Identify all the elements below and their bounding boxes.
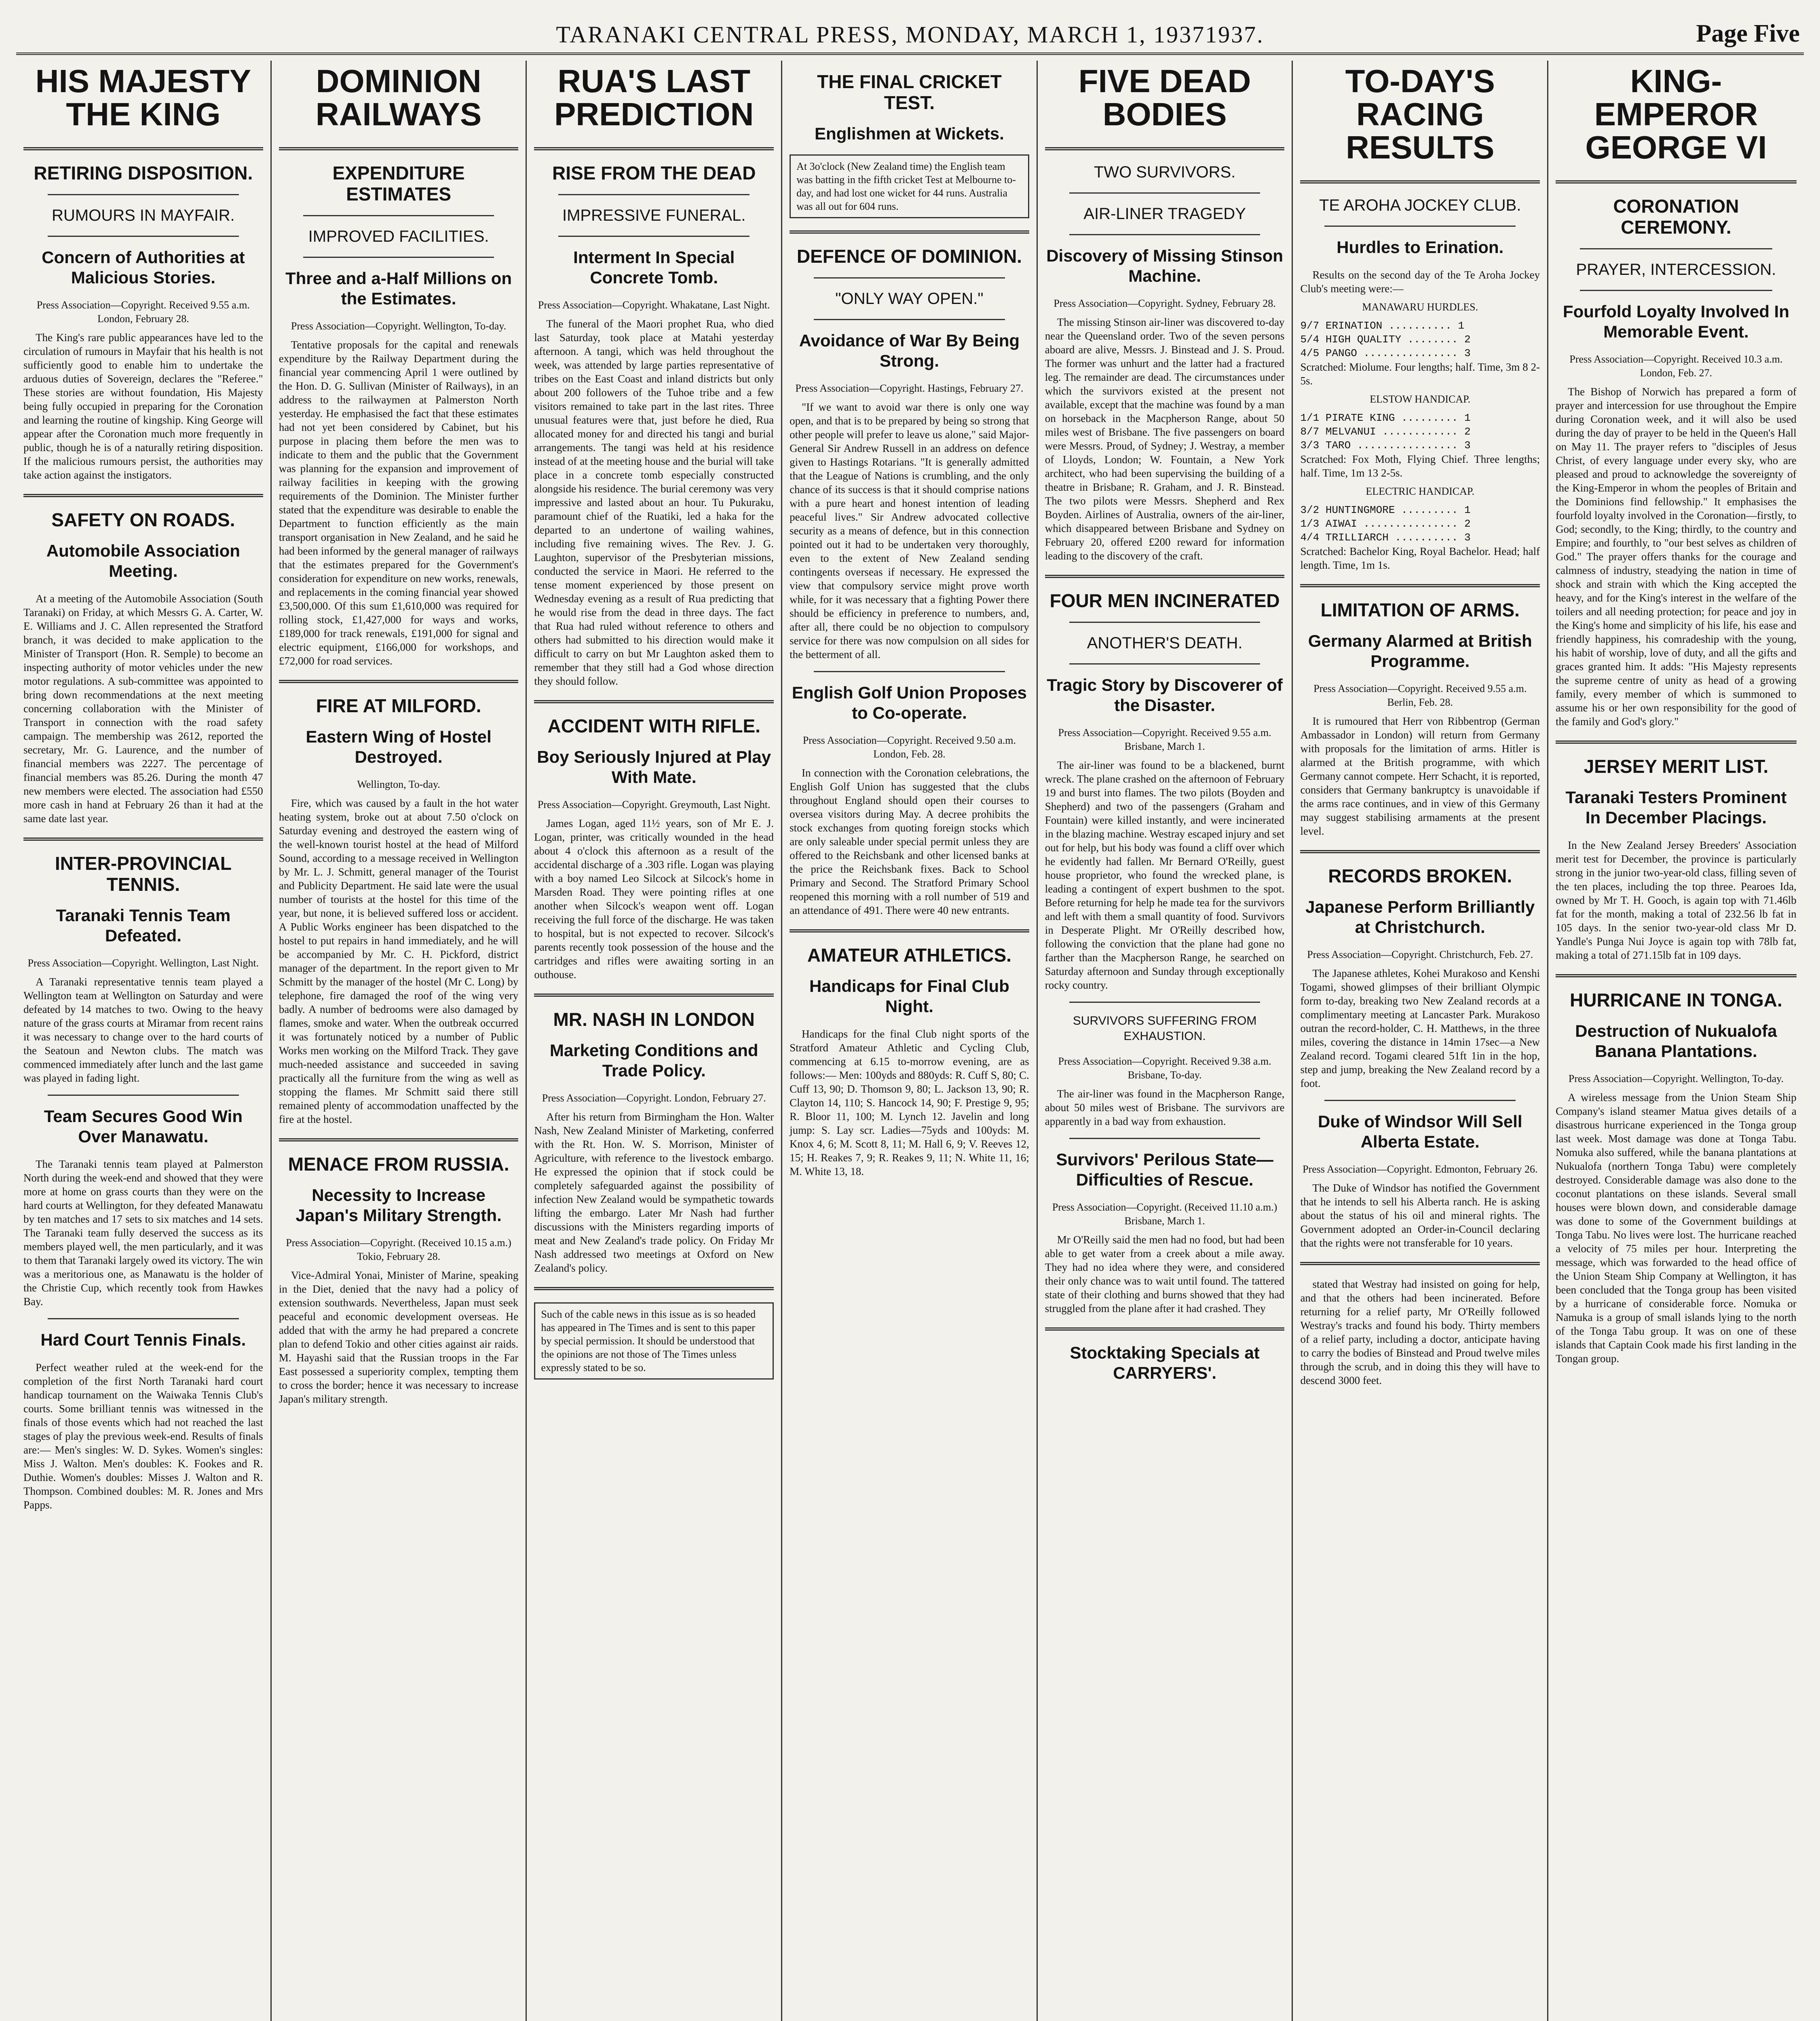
subheadline: TWO SURVIVORS. bbox=[1094, 163, 1236, 181]
divider bbox=[1045, 147, 1285, 150]
divider bbox=[534, 994, 774, 997]
dateline: Press Association—Copyright. Whakatane, Last Night. bbox=[538, 299, 770, 311]
dateline: Press Association—Copyright. Received 9.55 a.m. London, February 28. bbox=[36, 299, 250, 325]
race-title: ELECTRIC HANDICAP. bbox=[1366, 485, 1475, 497]
deck: Team Secures Good Win Over Manawatu. bbox=[44, 1107, 243, 1146]
section-headline: DEFENCE OF DOMINION. bbox=[796, 246, 1022, 267]
deck: Three and a-Half Millions on the Estimates. bbox=[285, 269, 512, 308]
dateline: Press Association—Copyright. Sydney, February 28. bbox=[1054, 297, 1276, 309]
race-title: MANAWARU HURDLES. bbox=[1362, 301, 1478, 313]
divider bbox=[534, 1287, 774, 1290]
race-result: 1/3 AIWAI ............... 2 bbox=[1300, 518, 1471, 530]
headline: HIS MAJESTY THE KING bbox=[35, 63, 251, 132]
article-body bbox=[279, 796, 519, 1126]
divider bbox=[1069, 192, 1260, 194]
paragraph: The Taranaki tennis team played at Palmerston North during the week-end and showed that they were more at home on grass courts than they were on the hard courts at Wellington, for they defeated Manawatu by ten matches and 17 sets to six matches and 14 sets. The Taranaki team fully deserved the success as its members played well, the men particularly, and it was to them that Taranaki largely owed its victory. The win was a meritorious one, as Manawatu is the holder of the Christie Cup, which recently took from Hawkes Bay. bbox=[23, 1158, 263, 1308]
dateline: Press Association—Copyright. London, February 27. bbox=[542, 1092, 766, 1104]
divider bbox=[1069, 1138, 1260, 1139]
subheadline: RUMOURS IN MAYFAIR. bbox=[52, 207, 235, 224]
paragraph: "If we want to avoid war there is only one way open, and that is to be prepared by being so strong that other people will prefer to leave us alone," said Major-General Sir Andrew Russell in an address on defence given to Hastings Rotarians. "It is generally admitted that the League of Nations is crumbling, and the only chance of its success is that it should comprise nations with a pure heart and honest intention of leading peaceful lives." Sir Andrew advocated collective security as a means of defence, but in this connection pointed out it had to be undertaken very thoroughly, even to the extent of New Zealand sending contingents overseas if necessary. He expressed the view that compulsory service might prove worth while, for it was necessary that a fighting Power there should be efficiency in preference to numbers, and, after all, there could be no objection to compulsory service for there was now compulsion on all sides for the betterment of all. bbox=[790, 401, 1029, 660]
deck: Interment In Special Concrete Tomb. bbox=[573, 248, 735, 287]
divider bbox=[1556, 740, 1797, 744]
paragraph: The Japanese athletes, Kohei Murakoso and Kenshi Togami, showed glimpses of their brilliant Olympic form to-day, breaking two New Zealand records at a complimentary meeting at Lancaster Park. Murakoso outran the record-holder, C. H. Matthews, in the three miles, covering the distance in 14min 17sec—a New Zealand record. Togami cleared 51ft 1in in the hop, step and jump, breaking the New Zealand record by a foot. bbox=[1300, 967, 1540, 1089]
divider bbox=[48, 1095, 239, 1096]
section-headline: RECORDS BROKEN. bbox=[1328, 865, 1512, 886]
deck: Survivors' Perilous State— Difficulties of Rescue. bbox=[1056, 1150, 1273, 1189]
masthead bbox=[16, 16, 1804, 55]
article-body bbox=[1300, 268, 1540, 295]
section-headline: INTER-PROVINCIAL TENNIS. bbox=[55, 853, 232, 895]
subheadline: AIR-LINER TRAGEDY bbox=[1083, 205, 1246, 223]
section-headline: ACCIDENT WITH RIFLE. bbox=[547, 715, 760, 736]
race-note: Scratched: Fox Moth, Flying Chief. Three lengths; half. Time, 1m 13 2-5s. bbox=[1300, 453, 1540, 479]
divider bbox=[279, 680, 519, 683]
article-body bbox=[1300, 714, 1540, 838]
article-body bbox=[279, 338, 519, 668]
headline: FIVE DEAD BODIES bbox=[1078, 63, 1251, 132]
page-number: Page Five bbox=[1696, 20, 1800, 47]
divider bbox=[23, 147, 263, 150]
dateline: Press Association—Copyright. (Received 10.15 a.m.) Tokio, February 28. bbox=[286, 1237, 511, 1262]
article-body bbox=[23, 331, 263, 482]
dateline: Press Association—Copyright. Received 9.55 a.m. Brisbane, March 1. bbox=[1058, 727, 1271, 752]
paragraph: It is rumoured that Herr von Ribbentrop (German Ambassador in London) will return from Germany with proposals for the limitation of arms. Hitler is alarmed at the British programme, with which Germany cannot compete. Herr Schacht, it is reported, considers that Germany bankruptcy is unavoidable if the arms race continues, and in view of this Germany may suggest stabilising armaments at the present level. bbox=[1300, 715, 1540, 837]
stop-press-box: At 3o'clock (New Zealand time) the English team was batting in the fifth cricket Test at Melbourne to-day, and had lost one wicket for 44 runs. Australia was all out for 604 runs. bbox=[790, 154, 1029, 218]
divider bbox=[1324, 1100, 1516, 1101]
article-body bbox=[534, 317, 774, 688]
paragraph: Mr O'Reilly said the men had no food, but had been able to get water from a creek about a mile away. They had no idea where they were, and considered their only chance was to wait until found. The tattered state of their clothing and burns showed that they had struggled from the plane after it had crashed. They bbox=[1045, 1234, 1285, 1314]
article-body bbox=[23, 1157, 263, 1308]
article-body bbox=[1045, 758, 1285, 992]
divider bbox=[1300, 584, 1540, 587]
paragraph: In connection with the Coronation celebrations, the English Golf Union has suggested that the clubs throughout England should open their courses to oversea visitors during May. A decree prohibits the stock exchanges from quoting foreign stocks which are only saleable under special permit unless they are offered to the Reichsbank and other licensed banks at the price the Reichsbank fixes. Back to School Primary and Second. The Stratford Primary School reopened this morning with a roll number of 519 and an attendance of 491. There were 40 new entrants. bbox=[790, 767, 1029, 916]
dateline: Press Association—Copyright. Received 10.3 a.m. London, Feb. 27. bbox=[1569, 353, 1783, 379]
deck: Hard Court Tennis Finals. bbox=[40, 1330, 246, 1349]
article-body bbox=[790, 400, 1029, 661]
article-body bbox=[1300, 966, 1540, 1090]
column-1 bbox=[16, 61, 272, 2021]
paragraph: James Logan, aged 11½ years, son of Mr E. J. Logan, printer, was critically wounded in the head about 4 o'clock this afternoon as a result of the accidental discharge of a .303 rifle. Logan was playing with a boy named Leo Silcock at Silcock's home in Marsden Road. They were pointing rifles at one another when Silcock's weapon went off. Logan receiving the full force of the discharge. He was taken to hospital, but is not expected to recover. Silcock's parents recently took possession of the house and the cartridges and rifles were awaiting sorting in an outhouse. bbox=[534, 817, 774, 981]
dateline: Press Association—Copyright. Received 9.38 a.m. Brisbane, To-day. bbox=[1058, 1055, 1271, 1081]
article-body bbox=[1556, 838, 1797, 962]
advertisement: Stocktaking Specials at CARRYERS'. bbox=[1070, 1343, 1260, 1382]
deck: Duke of Windsor Will Sell Alberta Estate. bbox=[1317, 1112, 1522, 1151]
deck: Eastern Wing of Hostel Destroyed. bbox=[306, 727, 492, 766]
paragraph: A Taranaki representative tennis team played a Wellington team at Wellington on Saturday and were defeated by 14 matches to two. Owing to the heavy nature of the grass courts at Miramar from recent rains it was necessary to change over to the hard courts of the Seatoun and Newton clubs. The match was commenced immediately after lunch and the last game was played in fading light. bbox=[23, 976, 263, 1084]
headline: THE FINAL CRICKET TEST. bbox=[817, 71, 1002, 113]
deck: Boy Seriously Injured at Play With Mate. bbox=[537, 747, 771, 787]
divider bbox=[303, 257, 494, 258]
divider bbox=[1324, 226, 1516, 227]
paragraph: A wireless message from the Union Steam Ship Company's island steamer Matua gives details of a disastrous hurricane experienced in the Tonga group last week. Most damage was done at Tonga Tabu. Nomuka also suffered, while the banana plantations at Nukualofa (northern Tonga Tabu) were completely destroyed. Considerable damage was also done to the coconut plantations on these islands. Several small houses were blown down, and considerable damage was done to some of the Government buildings at Tonga Tabu. No lives were lost. The hurricane reached a velocity of 75 miles per hour. Interpreting the message, which was forwarded to the head office of the Union Steam Ship Company at Wellington, it has been concluded that the Tonga group has been visited by a hurricane of considerable force. Nomuka or Namuka is a group of small islands lying to the north of the Tonga Tabu group. It was on one of these islands that Captain Cook made his first landing in the Tongan group. bbox=[1556, 1091, 1797, 1365]
deck: Germany Alarmed at British Programme. bbox=[1308, 631, 1532, 671]
paragraph: The Bishop of Norwich has prepared a form of prayer and intercession for use throughout the Empire during Coronation week, and it will also be used during the day of prayer to be held in the Queen's Hall on May 11. The prayer refers to "disciples of Jesus Christ, of every language under every sky, who are pleased and proud to acknowledge the sovereignty of the King-Emperor in whom the peoples of Britain and the Dominions find fellowship." It emphasises the fourfold loyalty involved in the Coronation—firstly, to God; secondly, to the King; thirdly, to the country and Empire; and fourthly, to "our best selves as children of God." The prayer offers thanks for the courage and calmness of industry, steadying the nation in time of shock and strain with which the King accepted the heavy, and for the King's interest in the welfare of the toilers and all needing protection; for peace and joy in the King's home and simplicity of his life, his ease and friendly happiness, his comradeship with the young, his habit of worship, love of duty, and all the gifts and graces granted him. It adds: "His Majesty represents the supreme centre of unity as head of a growing family, every member of which is summoned to assume his or her own responsibility for the good of the family and God's glory." bbox=[1556, 386, 1797, 728]
article-body bbox=[23, 975, 263, 1085]
deck: Taranaki Tennis Team Defeated. bbox=[56, 906, 231, 945]
column-5 bbox=[1038, 61, 1293, 2021]
divider bbox=[1556, 974, 1797, 977]
dateline: Press Association—Copyright. Christchurch, Feb. 27. bbox=[1307, 949, 1533, 960]
deck: Taranaki Testers Prominent In December Placings. bbox=[1565, 788, 1787, 827]
subheadline: ANOTHER'S DEATH. bbox=[1087, 634, 1243, 652]
article-body bbox=[1556, 1091, 1797, 1365]
race-result: 4/5 PANGO ............... 3 bbox=[1300, 347, 1471, 359]
race-result: 1/1 PIRATE KING ......... 1 bbox=[1300, 412, 1471, 424]
deck: Concern of Authorities at Malicious Stories. bbox=[42, 248, 245, 287]
race-result: 9/7 ERINATION .......... 1 bbox=[1300, 320, 1465, 332]
divider bbox=[534, 700, 774, 703]
divider bbox=[48, 194, 239, 195]
article-body bbox=[279, 1268, 519, 1406]
deck: Destruction of Nukualofa Banana Plantations. bbox=[1575, 1021, 1777, 1061]
article-body bbox=[1045, 1087, 1285, 1128]
section-headline: LIMITATION OF ARMS. bbox=[1320, 599, 1520, 620]
section-headline: MENACE FROM RUSSIA. bbox=[288, 1154, 509, 1175]
divider bbox=[534, 147, 774, 150]
section-headline: HURRICANE IN TONGA. bbox=[1570, 989, 1782, 1010]
dateline: Press Association—Copyright. (Received 11.10 a.m.) Brisbane, March 1. bbox=[1052, 1201, 1277, 1227]
dateline: Press Association—Copyright. Received 9.50 a.m. London, Feb. 28. bbox=[802, 734, 1016, 760]
race-result: 3/3 TARO ................ 3 bbox=[1300, 439, 1471, 451]
headline: RUA'S LAST PREDICTION bbox=[554, 63, 754, 132]
divider bbox=[48, 236, 239, 237]
race-title: ELSTOW HANDICAP. bbox=[1370, 393, 1471, 405]
dateline: Press Association—Copyright. Wellington, Last Night. bbox=[27, 957, 259, 969]
divider bbox=[1069, 622, 1260, 623]
deck: Englishmen at Wickets. bbox=[815, 124, 1004, 143]
divider bbox=[1069, 1002, 1260, 1003]
divider bbox=[1069, 234, 1260, 235]
deck: Necessity to Increase Japan's Military Strength. bbox=[296, 1186, 502, 1225]
deck: Japanese Perform Brilliantly at Christchurch. bbox=[1305, 897, 1535, 937]
subheadline: IMPRESSIVE FUNERAL. bbox=[562, 207, 746, 224]
subheadline: RETIRING DISPOSITION. bbox=[34, 162, 253, 184]
divider bbox=[279, 1138, 519, 1141]
divider bbox=[1580, 290, 1772, 291]
paragraph: Handicaps for the final Club night sports of the Stratford Amateur Athletic and Cycling Club, commencing at 6.15 to-morrow evening, are as follows:— Men: 100yds and 880yds: R. Cuff S, 80; C. Cuff 13, 90; D. Thomson 9, 80; L. Jackson 13, 90; R. Clayton 14, 110; S. Hancock 14, 90; F. Prestige 9, 95; R. Bloor 11, 100; M. Lynch 12. Javelin and long jump: S. Lay scr. Ladies—75yds and 100yds: M. Knox 4, 6; M. Scott 8, 11; M. Hall 6, 9; V. Reeves 12, 15; H. Reakes 7, 9; R. Reakes 9, 11; N. White 11, 16; M. White 13, 18. bbox=[790, 1028, 1029, 1177]
paragraph: The air-liner was found in the Macpherson Range, about 50 miles west of Brisbane. The survivors are apparently in a bad way from exhaustion. bbox=[1045, 1088, 1285, 1127]
race-note: Scratched: Miolume. Four lengths; half. Time, 3m 8 2-5s. bbox=[1300, 361, 1540, 387]
subheadline: EXPENDITURE ESTIMATES bbox=[332, 162, 465, 205]
column-2 bbox=[272, 61, 527, 2021]
divider bbox=[48, 1318, 239, 1319]
paragraph: Results on the second day of the Te Aroha Jockey Club's meeting were:— bbox=[1300, 269, 1540, 295]
deck: Avoidance of War By Being Strong. bbox=[799, 331, 1020, 370]
divider bbox=[23, 838, 263, 841]
section-headline: JERSEY MERIT LIST. bbox=[1584, 756, 1769, 777]
paragraph: Tentative proposals for the capital and renewals expenditure by the Railway Department during the financial year commencing April 1 were outlined by the Hon. D. G. Sullivan (Minister of Railways), in an address to the railwaymen at Palmerston North yesterday. He emphasised the fact that these estimates had not yet been considered by Cabinet, but his purpose in placing them before the men was to indicate to them and the public that the Government was planning for the expansion and improvement of railway facilities in keeping with the growing requirements of the Dominion. The Minister further stated that the expenditure was desirable to enable the Department to function efficiently as the main transport organisation in New Zealand, and he said he had been informed by the general manager of railways that the estimates prepared for the Government's consideration for expenditure on new works, renewals, and replacements in the coming financial year showed £3,500,000. Of this sum £1,610,000 was required for rolling stock, £1,427,000 for ways and works, £189,000 for track renewals, £191,000 for signal and electric equipment, £166,000 for workshops, and £72,000 for road services. bbox=[279, 339, 519, 667]
paragraph: At a meeting of the Automobile Association (South Taranaki) on Friday, at which Messrs G. A. Carter, W. E. Williams and J. C. Allen represented the Stratford branch, it was decided to make application to the Minister of Transport (Hon. R. Semple) to become an inspecting authority of motor vehicles under the new motor regulations. A sub-committee was appointed to bring down recommendations at the next meeting concerning collaboration with the Minister of Transport in connection with the road safety campaign. The membership was 2612, reported the secretary, Mr. G. Laurence, and the number of financial members was 2227. The percentage of financial members was 85.26. During the month 47 new members were elected. The association had £550 more cash in hand at February 26 than it had at the same date last year. bbox=[23, 593, 263, 825]
divider bbox=[303, 215, 494, 216]
subheadline: CORONATION CEREMONY. bbox=[1613, 196, 1739, 238]
paragraph: Perfect weather ruled at the week-end for the completion of the first North Taranaki hard court handicap tournament on the Waiwaka Tennis Club's courts. Some brilliant tennis was witnessed in the finals of those events which had not reached the last stages of play the previous week-end. Results of finals are:— Men's singles: W. D. Sykes. Women's singles: Miss J. Walton. Men's doubles: K. Fookes and R. Duthie. Women's doubles: Misses J. Walton and R. Thompson. Combined doubles: M. R. Jones and Mrs Papps. bbox=[23, 1361, 263, 1511]
paragraph: The air-liner was found to be a blackened, burnt wreck. The plane crashed on the afternoon of February 19 and burst into flames. The two pilots (Boyden and Shepherd) and two of the passengers (Graham and Fountain) were killed instantly, and were incinerated in the blazing machine. Westray escaped injury and set out for help, but his body was found a cliff over which he evidently had fallen. Mr Bernard O'Reilly, guest house proprietor, who found the wrecked plane, is leading a contingent of expert bushmen to the spot. Before returning for help he made tea for the survivors and left with them a small quantity of food. Survivors in Desperate Plight. Mr O'Reilly described how, following the conviction that the plane had gone no farther than the Macpherson Range, he searched on Saturday afternoon and Sunday through exceptionally rocky country. bbox=[1045, 759, 1285, 991]
divider bbox=[1045, 1327, 1285, 1331]
article-body bbox=[790, 1027, 1029, 1178]
dateline: Press Association—Copyright. Wellington, To-day. bbox=[1568, 1073, 1784, 1084]
deck: Marketing Conditions and Trade Policy. bbox=[549, 1041, 758, 1080]
deck: Handicaps for Final Club Night. bbox=[809, 977, 1009, 1016]
section-headline: SAFETY ON ROADS. bbox=[51, 509, 235, 530]
columns bbox=[16, 61, 1804, 2021]
section-headline: AMATEUR ATHLETICS. bbox=[807, 945, 1011, 966]
race-result: 5/4 HIGH QUALITY ........ 2 bbox=[1300, 333, 1471, 346]
paragraph: stated that Westray had insisted on going for help, and that the others had been incinerated. Before returning for a relief party, Mr O'Reilly followed Westray's tracks and found his body. Thirty members of a relief party, including a doctor, anticipate having to carry the bodies of Binstead and Proud twelve miles through the scrub, and in doing this they will have to descend 3000 feet. bbox=[1300, 1278, 1540, 1386]
article-body bbox=[23, 592, 263, 825]
paragraph: The funeral of the Maori prophet Rua, who died last Saturday, took place at Matahi yesterday afternoon. A tangi, which was held throughout the week, was attended by large parties representative of tribes on the East Coast and inland districts but only about 200 followers of the Tuhoe tribe and a few visitors remained to take part in the last rites. Three unusual features were that, just before he died, Rua allocated money for and directed his tangi and burial arrangements. The tangi was held at his residence instead of at the meeting house and the burial will take place in a concrete tomb especially constructed alongside his residence. The burial ceremony was very impressive and lasted about an hour. Tu Pukuraku, paramount chief of the Ruatiki, led a haka for the departed to an undertone of wailing wahines, including five remaining wives. The Rev. J. G. Laughton, supervisor of the Presbyterian missions, conducted the service in Maori. He referred to the tense moment experienced by those present on Wednesday evening as a result of Rua predicting that he would rise from the dead in three days. The fact that Rua had ruled without reference to others and others had submitted to his direction would make it difficult to carry on but Mr Laughton asked them to remember that they still had a God whose direction they should follow. bbox=[534, 318, 774, 687]
paragraph: Fire, which was caused by a fault in the hot water heating system, broke out at about 7.50 o'clock on Saturday evening and destroyed the eastern wing of the well-known tourist hostel at the head of Milford Sound, according to a message received in Wellington by Mr. L. J. Schmitt, general manager of the Tourist and Publicity Department. He said late were the usual number of tourists at the hostel for this time of the year, but none, it is believed suffered loss or accident. A Public Works engineer has been dispatched to the hostel to put repairs in hand immediately, and he will be accompanied by Mr. C. H. Pickford, district manager of the department. In the report given to Mr Schmitt by the manager of the hostel (Mr C. Long) by telephone, fire damaged the roof of the wing very badly. A number of bedrooms were also damaged by flames, smoke and water. When the outbreak occurred it was fortunately noticed by a number of Public Works men working on the Milford Track. They gave much-needed assistance and succeeded in saving practically all the furniture from the wing as well as stopping the flames. Mr Schmitt said there still remained plenty of accommodation unaffected by the fire at the hostel. bbox=[279, 797, 519, 1125]
column-7 bbox=[1548, 61, 1804, 2021]
divider bbox=[814, 319, 1005, 320]
dateline: Press Association—Copyright. Hastings, February 27. bbox=[795, 382, 1024, 394]
article-body bbox=[790, 766, 1029, 917]
section-headline: MR. NASH IN LONDON bbox=[553, 1009, 755, 1030]
deck: Hurdles to Erination. bbox=[1336, 238, 1504, 257]
divider bbox=[814, 671, 1005, 672]
divider bbox=[1069, 663, 1260, 665]
paragraph: The missing Stinson air-liner was discovered to-day near the Queensland order. Two of the seven persons aboard are alive, Messrs. J. Binstead and J. S. Proud. The former was unhurt and the latter had a fractured leg. The remainder are dead. The circumstances under which the survivors existed at the present not available, except that the machine was found by a man on horseback in the Macpherson Range, about 50 miles west of Brisbane. The five passengers on board were Messrs. Proud, of Sydney; J. Westray, a member of Lloyds, London; W. Fountain, a New York architect, who had been supervising the building of a theatre in Brisbane; R. Graham, and J. R. Binstead. The two pilots were Messrs. Shepherd and Rex Boyden. Airlines of Australia, owners of the air-liner, which disappeared between Brisbane and Sydney on February 20, offered £200 reward for information leading to the discovery of the craft. bbox=[1045, 316, 1285, 562]
dateline: Press Association—Copyright. Received 9.55 a.m. Berlin, Feb. 28. bbox=[1313, 683, 1527, 708]
divider bbox=[558, 194, 750, 195]
article-body bbox=[1045, 315, 1285, 563]
race-result: 3/2 HUNTINGMORE ......... 1 bbox=[1300, 504, 1471, 516]
article-body bbox=[23, 1361, 263, 1512]
headline: DOMINION RAILWAYS bbox=[315, 63, 482, 132]
race-result: 4/4 TRILLIARCH .......... 3 bbox=[1300, 532, 1471, 544]
subheadline: "ONLY WAY OPEN." bbox=[835, 290, 984, 308]
column-3 bbox=[527, 61, 782, 2021]
section-headline: FOUR MEN INCINERATED bbox=[1049, 590, 1280, 611]
copyright-notice: Such of the cable news in this issue as is so headed has appeared in The Times and is sent to this paper by special permission. It should be understood that the opinions are not those of The Times unless expressly stated to be so. bbox=[534, 1302, 774, 1380]
paragraph: In the New Zealand Jersey Breeders' Association merit test for December, the province is particularly strong in the junior two-year-old class, filling seven of the ten places, including the top three. Pearoes Ida, owned by Mr T. H. Gooch, is again top with 71.46lb fat for the month, making a total of 232.56 lb fat in 105 days. In the senior two-year-old class Mr D. Yandle's Punga Nui Joyce is again top with 78lb fat, making a total of 271.15lb fat in 109 days. bbox=[1556, 839, 1797, 961]
deck: English Golf Union Proposes to Co-operate. bbox=[792, 683, 1027, 722]
divider bbox=[1580, 248, 1772, 249]
race-result: 8/7 MELVANUI ............ 2 bbox=[1300, 426, 1471, 438]
race-note: Scratched: Bachelor King, Royal Bachelor. Head; half length. Time, 1m 1s. bbox=[1300, 545, 1540, 571]
divider bbox=[279, 147, 519, 150]
dateline: Press Association—Copyright. Greymouth, Last Night. bbox=[537, 799, 771, 810]
headline: TO-DAY'S RACING RESULTS bbox=[1345, 63, 1495, 165]
section-headline: FIRE AT MILFORD. bbox=[316, 695, 481, 716]
divider bbox=[1556, 180, 1797, 184]
paragraph: Vice-Admiral Yonai, Minister of Marine, speaking in the Diet, denied that the navy had a policy of extension southwards. Nevertheless, Japan must seek peaceful and economic development overseas. He added that with the army he had prepared a concrete plan to defend Tokio and other cities against air raids. M. Hayashi said that the Russian troops in the Far East possessed a superiority complex, tempting them to cross the border; hence it was necessary to increase Japan's military strength. bbox=[279, 1269, 519, 1405]
article-body bbox=[534, 816, 774, 981]
divider bbox=[1300, 180, 1540, 184]
paragraph: After his return from Birmingham the Hon. Walter Nash, New Zealand Minister of Marketing, conferred with the Rt. Hon. W. S. Morrison, Minister of Agriculture, with reference to the livestock embargo. He expressed the opinion that if stock could be completely safeguarded against the possibility of infection New Zealand would be sympathetic towards lifting the embargo. Later Mr Nash had further discussions with the Ministers regarding imports of meat and New Zealand's trade policy. On Friday Mr Nash addressed two meetings at Oxford on New Zealand's policy. bbox=[534, 1111, 774, 1274]
divider bbox=[790, 929, 1029, 932]
paragraph: The King's rare public appearances have led to the circulation of rumours in Mayfair that his health is not sufficiently good to enable him to undertake the arduous duties of Sovereign, declares the "Referee." These stories are without foundation, His Majesty being fully occupied in preparing for the Coronation and learning the routine of kingship. King George will appear after the Coronation much more frequently in public, though he is of a naturally retiring disposition. If the malicious rumours persist, the authorities may take action against the instigators. bbox=[23, 331, 263, 481]
column-6 bbox=[1293, 61, 1548, 2021]
divider bbox=[1300, 1262, 1540, 1265]
paragraph: The Duke of Windsor has notified the Government that he intends to sell his Alberta ranch. He is asking about the status of his oil and mineral rights. The Government adopted an Order-in-Council declaring that the rights were not transferable for 10 years. bbox=[1300, 1182, 1540, 1249]
masthead-title: TARANAKI CENTRAL PRESS, MONDAY, MARCH 1, 19371937. bbox=[556, 21, 1264, 48]
divider bbox=[1300, 850, 1540, 853]
article-body bbox=[1300, 1181, 1540, 1250]
dateline: Press Association—Copyright. Wellington, To-day. bbox=[291, 320, 507, 332]
deck: Tragic Story by Discoverer of the Disaster. bbox=[1047, 675, 1283, 715]
subheadline: PRAYER, INTERCESSION. bbox=[1576, 261, 1776, 278]
deck: Fourfold Loyalty Involved In Memorable Event. bbox=[1562, 302, 1789, 341]
subheadline: SURVIVORS SUFFERING FROM EXHAUSTION. bbox=[1073, 1014, 1257, 1043]
deck: Discovery of Missing Stinson Machine. bbox=[1046, 246, 1283, 285]
subheadline: TE AROHA JOCKEY CLUB. bbox=[1319, 196, 1521, 214]
article-body bbox=[1556, 385, 1797, 728]
article-body bbox=[1300, 1277, 1540, 1387]
deck: Automobile Association Meeting. bbox=[46, 541, 240, 580]
divider bbox=[814, 277, 1005, 278]
divider bbox=[1045, 575, 1285, 578]
divider bbox=[558, 236, 750, 237]
divider bbox=[23, 494, 263, 497]
dateline: Wellington, To-day. bbox=[357, 778, 440, 790]
subheadline: IMPROVED FACILITIES. bbox=[308, 228, 489, 245]
dateline: Press Association—Copyright. Edmonton, February 26. bbox=[1303, 1163, 1538, 1175]
article-body bbox=[1045, 1233, 1285, 1315]
article-body bbox=[534, 1110, 774, 1275]
subheadline: RISE FROM THE DEAD bbox=[552, 162, 756, 184]
column-4 bbox=[782, 61, 1038, 2021]
divider bbox=[790, 230, 1029, 234]
headline: KING-EMPEROR GEORGE VI bbox=[1585, 63, 1767, 165]
